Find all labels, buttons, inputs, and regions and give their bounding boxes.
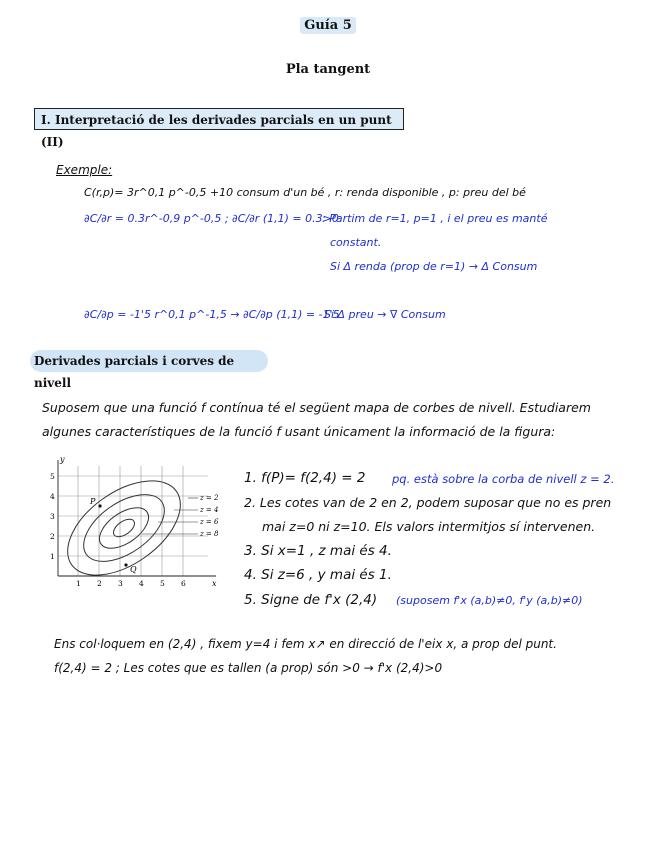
level-label: z = 8 — [200, 530, 219, 538]
point-q-marker — [124, 563, 127, 566]
list-item-1b: pq. està sobre la corba de nivell z = 2. — [392, 472, 615, 486]
topic-title: Pla tangent — [285, 62, 371, 77]
example-note-1c: Si Δ renda (prop de r=1) → Δ Consum — [330, 260, 538, 273]
intro-line-2: algunes característiques de la funció f usant únicament la informació de la figura: — [42, 424, 556, 439]
intro-line-1: Suposem que una funció f contínua té el següent mapa de corbes de nivell. Estudiarem — [42, 400, 591, 415]
section2-heading: Derivades parcials i corves de nivell — [30, 350, 268, 372]
list-item-4: 4. Si z=6 , y mai és 1. — [244, 567, 392, 583]
y-tick: 1 — [50, 552, 55, 561]
level-curve-z2 — [51, 462, 197, 594]
figure-x-ticks — [76, 579, 186, 588]
section1-heading: I. Interpretació de les derivades parcials en un punt (II) — [34, 108, 404, 130]
example-deriv-r: ∂C/∂r = 0.3r^-0,9 p^-0,5 ; ∂C/∂r (1,1) = 0.3>0 — [84, 212, 339, 225]
y-tick: 2 — [50, 532, 55, 541]
x-tick: 4 — [139, 579, 144, 588]
list-item-2a: 2. Les cotes van de 2 en 2, podem suposar que no es pren — [244, 495, 612, 510]
list-item-5a: 5. Signe de f'x (2,4) — [244, 592, 378, 608]
level-label: z = 6 — [200, 518, 219, 526]
level-label: z = 4 — [200, 506, 219, 514]
x-tick: 3 — [118, 579, 123, 588]
level-curves-figure — [38, 452, 234, 602]
level-curve-z8 — [110, 516, 137, 540]
example-note-2: Si Δ preu → ∇ Consum — [324, 308, 446, 321]
point-q-label: Q — [130, 565, 137, 574]
example-function: C(r,p)= 3r^0,1 p^-0,5 +10 consum d'un bé , r: renda disponible , p: preu del bé — [84, 186, 526, 199]
level-curve-z6 — [92, 500, 155, 557]
level-curve-z4 — [72, 481, 176, 575]
example-label: Exemple: — [56, 163, 113, 177]
level-label: z = 2 — [200, 494, 219, 502]
guide-title: Guía 5 — [0, 18, 656, 33]
point-p-marker — [98, 504, 101, 507]
y-tick: 3 — [50, 512, 55, 521]
x-tick: 5 — [160, 579, 165, 588]
list-item-1a: 1. f(P)= f(2,4) = 2 — [244, 470, 366, 486]
example-note-1a: : Partim de r=1, p=1 , i el preu es manté — [322, 212, 548, 225]
y-tick: 4 — [50, 492, 55, 501]
figure-x-axis-label: x — [212, 579, 217, 588]
example-deriv-p: ∂C/∂p = -1'5 r^0,1 p^-1,5 → ∂C/∂p (1,1) = -1'5 — [84, 308, 340, 321]
list-item-3: 3. Si x=1 , z mai és 4. — [244, 543, 392, 559]
level-curves — [51, 462, 197, 594]
x-tick: 2 — [97, 579, 102, 588]
point-p-label: P — [90, 497, 96, 506]
figure-grid — [58, 466, 208, 576]
list-item-5b: (suposem f'x (a,b)≠0, f'y (a,b)≠0) — [396, 594, 583, 607]
figure-y-ticks — [50, 472, 55, 561]
example-note-1b: constant. — [330, 236, 382, 249]
x-tick: 6 — [181, 579, 186, 588]
figure-y-axis-label: y — [60, 455, 65, 464]
x-tick: 1 — [76, 579, 81, 588]
list-item-2b: mai z=0 ni z=10. Els valors intermitjos sí intervenen. — [262, 519, 596, 534]
closing-line-2: f(2,4) = 2 ; Les cotes que es tallen (a prop) són >0 → f'x (2,4)>0 — [54, 661, 443, 675]
closing-line-1: Ens col·loquem en (2,4) , fixem y=4 i fem x↗ en direcció de l'eix x, a prop del punt. — [54, 637, 557, 651]
y-tick: 5 — [50, 472, 55, 481]
